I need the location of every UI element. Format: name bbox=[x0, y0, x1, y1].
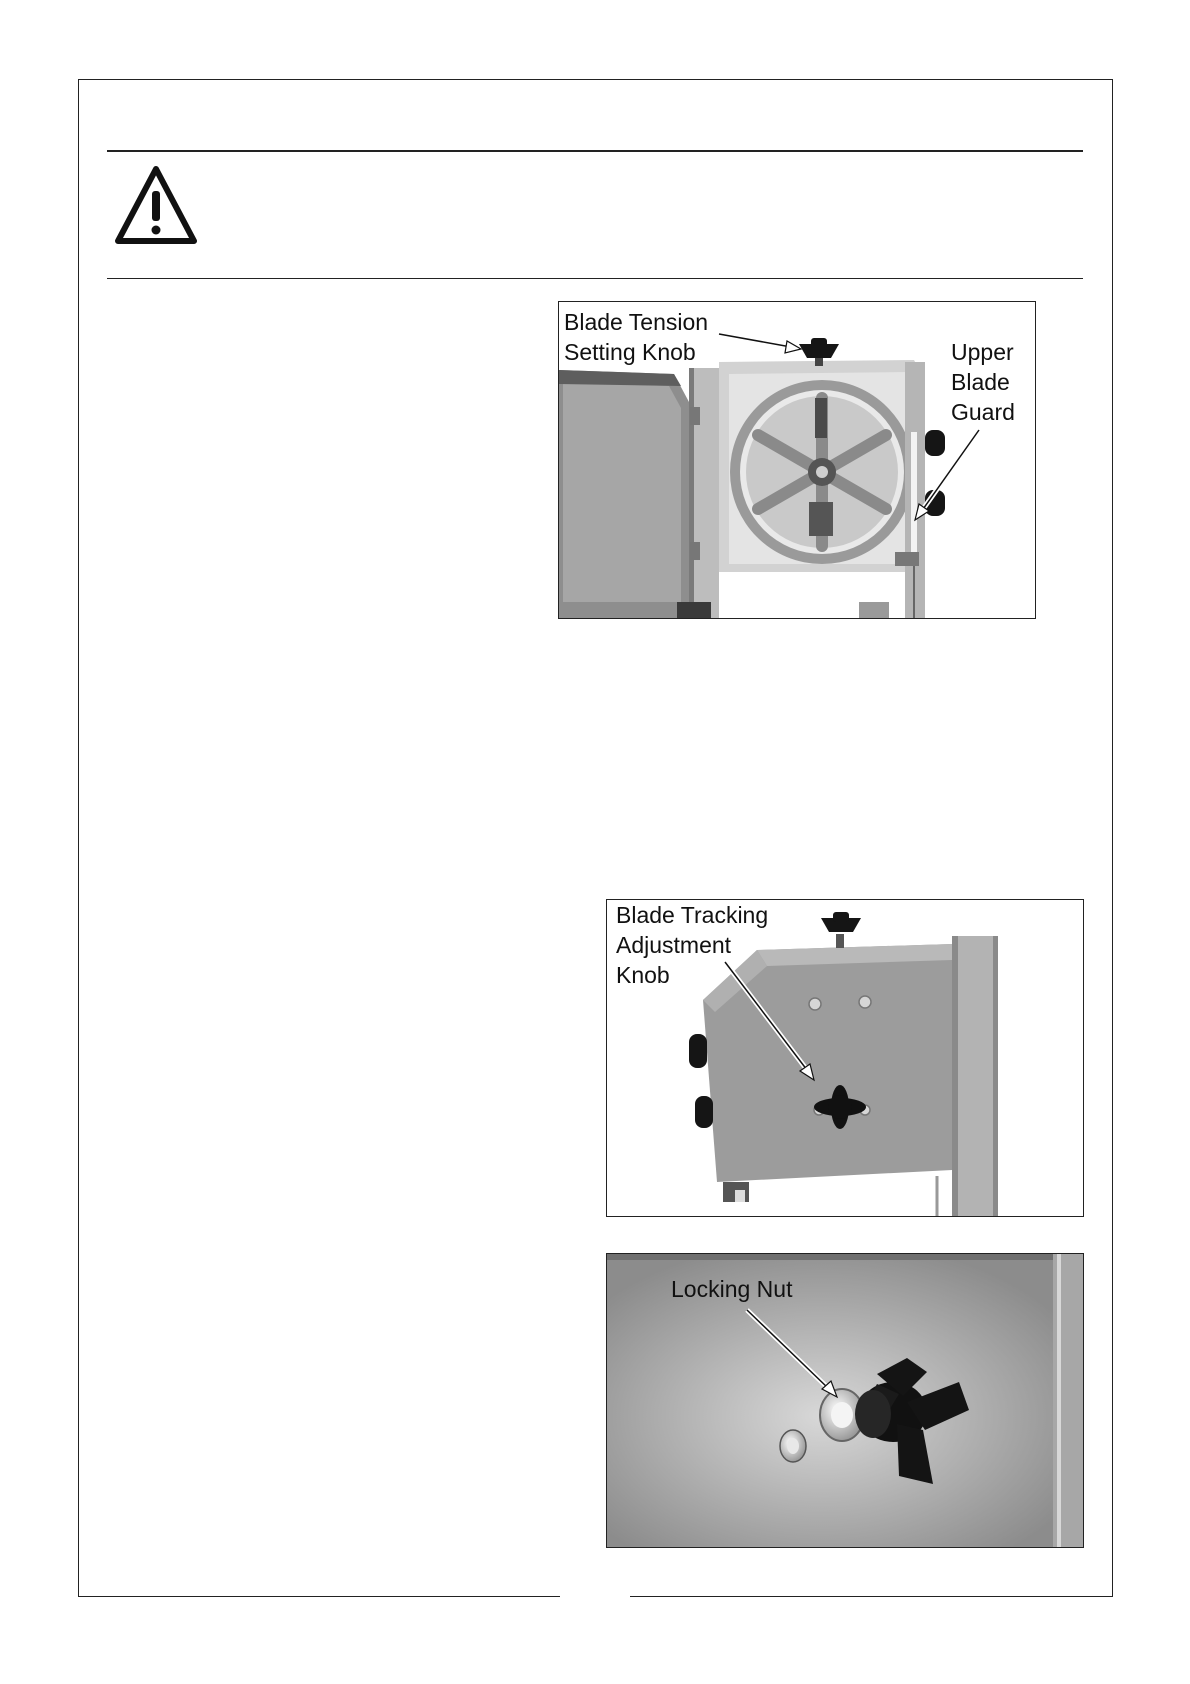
figure-blade-tension bbox=[558, 301, 1036, 619]
figure-blade-tracking bbox=[606, 899, 1084, 1217]
label-upper-blade-guard: Upper Blade Guard bbox=[951, 339, 1015, 425]
header-rule bbox=[107, 150, 1083, 152]
header-bottom-rule bbox=[107, 278, 1083, 279]
label-blade-tension-knob: Blade Tension Setting Knob bbox=[564, 309, 709, 365]
figure-locking-nut bbox=[606, 1253, 1084, 1548]
label-locking-nut: Locking Nut bbox=[671, 1276, 793, 1302]
label-blade-tracking-knob: Blade Tracking Adjustment Knob bbox=[616, 902, 769, 988]
page-number-gap bbox=[560, 1590, 630, 1602]
warning-triangle-icon bbox=[114, 165, 198, 247]
